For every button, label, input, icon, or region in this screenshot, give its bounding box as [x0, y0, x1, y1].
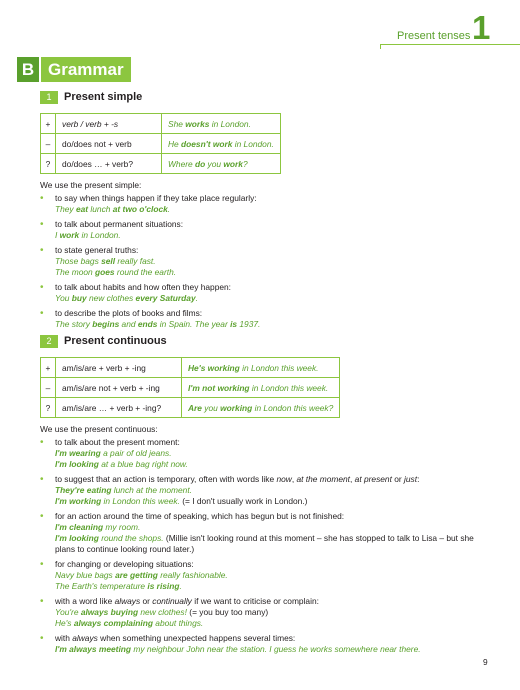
form-symbol: +	[41, 114, 56, 134]
form-cell: verb / verb + -s	[56, 114, 162, 134]
list-item: • with a word like always or continually if we want to criticise or complain: You're always buying new clothes! (= you buy too many) He's always complaining about things.	[40, 596, 480, 629]
example: You're always buying new clothes! (= you buy too many)	[55, 607, 269, 617]
example-cell: He doesn't work in London.	[162, 134, 281, 154]
usage-intro: We use the present simple:	[40, 180, 142, 190]
header-rule-tick	[380, 44, 381, 49]
page-number: 9	[483, 657, 488, 667]
example: The moon goes round the earth.	[55, 267, 177, 277]
example-cell: Are you working in London this week?	[182, 398, 340, 418]
example-cell: Where do you work?	[162, 154, 281, 174]
usage-intro: We use the present continuous:	[40, 424, 158, 434]
table-row	[41, 378, 340, 398]
example: They eat lunch at two o'clock.	[55, 204, 171, 214]
form-symbol: –	[41, 134, 56, 154]
table-row	[41, 398, 340, 418]
section-heading	[40, 334, 480, 348]
list-item: • for changing or developing situations: Navy blue bags are getting really fashionable. The Earth's temperature is rising.	[40, 559, 480, 592]
example: You buy new clothes every Saturday.	[55, 293, 198, 303]
form-symbol: +	[41, 358, 56, 378]
example: I'm cleaning my room.	[55, 522, 141, 532]
form-cell: am/is/are … + verb + -ing?	[56, 398, 182, 418]
form-symbol: ?	[41, 154, 56, 174]
banner-title: Grammar	[41, 57, 131, 82]
banner-letter: B	[17, 57, 39, 82]
section-number: 2	[40, 335, 58, 348]
example: Those bags sell really fast.	[55, 256, 156, 266]
list-item: • for an action around the time of speaking, which has begun but is not finished: I'm cleaning my room. I'm looking round the shops. (Millie isn't looking round at this moment – she has stopped to talk to Lisa – but she plans to continue looking round later.)	[40, 511, 480, 555]
section-number: 1	[40, 91, 58, 104]
list-item: • to talk about permanent situations: I work in London.	[40, 219, 480, 241]
form-cell: do/does not + verb	[56, 134, 162, 154]
example: I'm looking at a blue bag right now.	[55, 459, 188, 469]
example: I'm wearing a pair of old jeans.	[55, 448, 172, 458]
header-rule	[380, 44, 520, 45]
section-title: Present simple	[64, 91, 143, 103]
list-item: • to describe the plots of books and films: The story begins and ends in Spain. The year is 1937.	[40, 308, 480, 330]
table-row	[41, 358, 340, 378]
usage-list	[40, 193, 480, 330]
present-continuous-section	[40, 334, 480, 659]
table-row	[41, 114, 281, 134]
example: Navy blue bags are getting really fashionable.	[55, 570, 228, 580]
example: The Earth's temperature is rising.	[55, 581, 182, 591]
example: The story begins and ends in Spain. The year is 1937.	[55, 319, 261, 329]
example-cell: I'm not working in London this week.	[182, 378, 340, 398]
present-simple-section	[40, 90, 480, 334]
example-cell: She works in London.	[162, 114, 281, 134]
list-item: • to talk about habits and how often they happen: You buy new clothes every Saturday.	[40, 282, 480, 304]
example: I'm working in London this week. (= I don't usually work in London.)	[55, 496, 308, 506]
example: He's always complaining about things.	[55, 618, 204, 628]
form-symbol: –	[41, 378, 56, 398]
example: They're eating lunch at the moment.	[55, 485, 192, 495]
usage-list	[40, 437, 480, 655]
example-cell: He's working in London this week.	[182, 358, 340, 378]
list-item: • to suggest that an action is temporary, often with words like now, at the moment, at present or just: They're eating lunch at the moment. I'm working in London this week. (= I don't usually work in London.)	[40, 474, 480, 507]
form-cell: am/is/are not + verb + -ing	[56, 378, 182, 398]
list-item: • with always when something unexpected happens several times: I'm always meeting my neighbour John near the station. I guess he works somewhere near there.	[40, 633, 480, 655]
section-banner	[17, 57, 131, 82]
example: I work in London.	[55, 230, 121, 240]
section-heading	[40, 90, 480, 104]
example: I'm looking round the shops. (Millie isn't looking round at this moment – she has stopped to talk to Lisa – but she plans to continue looking round later.)	[55, 533, 474, 554]
list-item: • to talk about the present moment: I'm wearing a pair of old jeans. I'm looking at a blue bag right now.	[40, 437, 480, 470]
present-simple-table	[40, 113, 281, 174]
form-cell: am/is/are + verb + -ing	[56, 358, 182, 378]
list-item: • to state general truths: Those bags sell really fast. The moon goes round the earth.	[40, 245, 480, 278]
header-title: Present tenses	[397, 30, 471, 42]
table-row	[41, 134, 281, 154]
section-title: Present continuous	[64, 335, 167, 347]
form-cell: do/does … + verb?	[56, 154, 162, 174]
present-continuous-table	[40, 357, 340, 418]
form-symbol: ?	[41, 398, 56, 418]
list-item: • to say when things happen if they take place regularly: They eat lunch at two o'clock.	[40, 193, 480, 215]
table-row	[41, 154, 281, 174]
example: I'm always meeting my neighbour John near the station. I guess he works somewhere near there.	[55, 644, 421, 654]
unit-number: 1	[472, 9, 491, 46]
